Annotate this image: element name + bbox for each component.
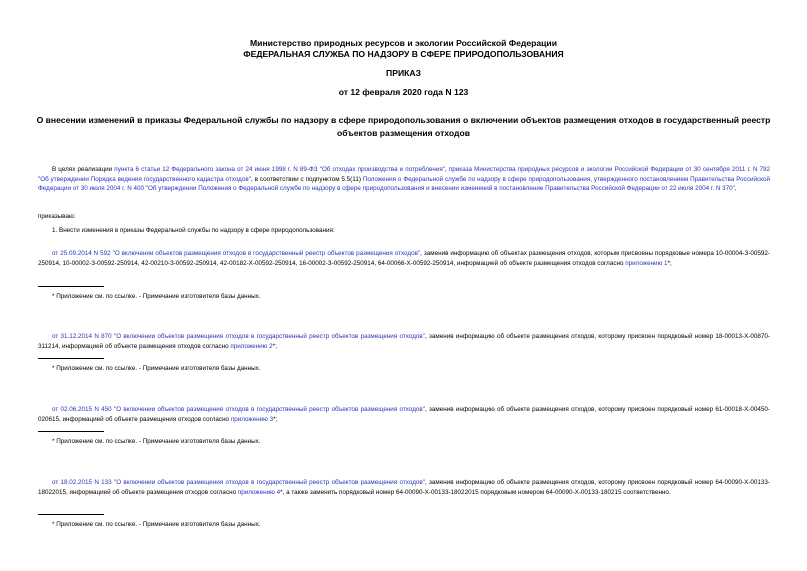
order-link-592[interactable]: от 25.09.2014 N 592 "О включении объектов размещения отходов в государственный реестр объектов размещения отходов" bbox=[52, 250, 421, 257]
doc-date: от 12 февраля 2020 года N 123 bbox=[338, 87, 469, 97]
appendix-1-link[interactable]: приложению 1 bbox=[625, 259, 668, 267]
entry-2-tail: *; bbox=[272, 342, 277, 350]
order-word: приказываю: bbox=[38, 213, 76, 220]
entry-3-text: , заменив информацию об объекте размещения отходов, которому присвоен порядковый номер 61-00018-Х-00450-020615, информацией об объекте размещения отходов согласно bbox=[38, 406, 770, 423]
amendment-entry-1 bbox=[38, 249, 770, 268]
amendment-entry-3 bbox=[38, 405, 770, 424]
footnote-3: * Приложение см. по ссылке. - Примечание изготовителя базы данных. bbox=[52, 438, 261, 445]
footnote-divider-2 bbox=[38, 358, 104, 359]
intro-text-2: , bbox=[445, 166, 449, 173]
law-link[interactable]: пункта 6 статьи 12 Федерального закона от 24 июня 1998 г. N 89-ФЗ "Об отходах производства и потребления" bbox=[114, 166, 446, 173]
appendix-4-link[interactable]: приложению 4 bbox=[237, 488, 281, 496]
entry-3-tail: *; bbox=[273, 415, 278, 423]
ministry-heading: Министерство природных ресурсов и экологии Российской Федерации bbox=[250, 38, 557, 48]
intro-paragraph bbox=[38, 165, 770, 194]
entry-1-tail: *; bbox=[667, 259, 672, 267]
order-link-450[interactable]: от 02.06.2015 N 450 "О включении объектов размещения отходов в государственный реестр объектов размещения отходов" bbox=[52, 406, 425, 413]
document-title: О внесении изменений в приказы Федеральной службы по надзору в сфере природопользования о включении объектов размещения отходов в государственный реестр объектов размещения отходов bbox=[36, 115, 771, 138]
appendix-2-link[interactable]: приложению 2 bbox=[230, 342, 273, 350]
doc-type-heading: ПРИКАЗ bbox=[386, 68, 421, 78]
ministry-order-link[interactable]: приказа Министерства природных ресурсов и экологии Российской Федерации от 30 сентября 2011 г. N 792 "Об утверждении Порядка ведения государственного кадастра отходов" bbox=[38, 166, 770, 183]
order-link-133[interactable]: от 18.02.2015 N 133 "О включении объектов размещения отходов в государственный реестр объектов размещения отходов" bbox=[52, 479, 425, 486]
entry-2-text: , заменив информацию об объекте размещения отходов, которому присвоен порядковый номер 18-00013-Х-00870-311214, информацией об объекте размещения отходов согласно bbox=[38, 333, 770, 350]
intro-text-1: В целях реализации bbox=[52, 166, 115, 173]
entry-4-tail: *, а также заменить порядковый номер 64-00090-Х-00133-18022015 порядковым номером 64-00090-Х-00133-180215 соответственно. bbox=[280, 488, 671, 496]
service-heading: ФЕДЕРАЛЬНАЯ СЛУЖБА ПО НАДЗОРУ В СФЕРЕ ПРИРОДОПОЛЬЗОВАНИЯ bbox=[243, 49, 564, 59]
footnote-1: * Приложение см. по ссылке. - Примечание изготовителя базы данных. bbox=[52, 293, 261, 300]
regulation-link[interactable]: Положения о Федеральной службе по надзору в сфере природопользования, утвержденного постановлением Правительства Российской Федерации от 30 июля 2004 г. N 400 "Об утверждении Положения о Федеральной службе по надзору в сфере природопользования и внесении изменений в постановление Правительства Российской Федерации от 22 июля 2004 г. N 370" bbox=[38, 175, 770, 192]
footnote-2: * Приложение см. по ссылке. - Примечание изготовителя базы данных. bbox=[52, 365, 261, 372]
footnote-divider-4 bbox=[38, 514, 104, 515]
entry-4-text: , заменив информацию об объекте размещения отходов, которому присвоен порядковый номер 64-00090-Х-00133-18022015, информацией об объекте размещения отходов согласно bbox=[38, 479, 770, 496]
appendix-3-link[interactable]: приложению 3 bbox=[230, 415, 274, 423]
entry-1-text: , заменив информацию об объектах размещения отходов, которым присвоены порядковые номера 10-00004-З-00592-250914, 10-00002-З-00592-250914, 42-00210-З-00592-250914, 42-00182-Х-00592-250914, 16-00002-З-00592-250914, 64-00066-Х-00592-250914, информацией об объекте размещения отходов согласно bbox=[38, 250, 770, 267]
footnote-4: * Приложение см. по ссылке. - Примечание изготовителя базы данных. bbox=[52, 521, 261, 528]
footnote-divider-3 bbox=[38, 431, 104, 432]
intro-text-3: , в соответствии с подпунктом 5.5(11) bbox=[250, 175, 363, 183]
amendment-entry-2 bbox=[38, 332, 770, 351]
amendment-entry-4 bbox=[38, 478, 770, 497]
footnote-divider-1 bbox=[38, 286, 104, 287]
order-link-870[interactable]: от 31.12.2014 N 870 "О включении объектов размещения отходов в государственный реестр объектов размещения отходов" bbox=[52, 333, 425, 340]
intro-text-4: , bbox=[734, 185, 737, 192]
item-1: 1. Внести изменения в приказы Федеральной службы по надзору в сфере природопользования: bbox=[52, 227, 335, 234]
